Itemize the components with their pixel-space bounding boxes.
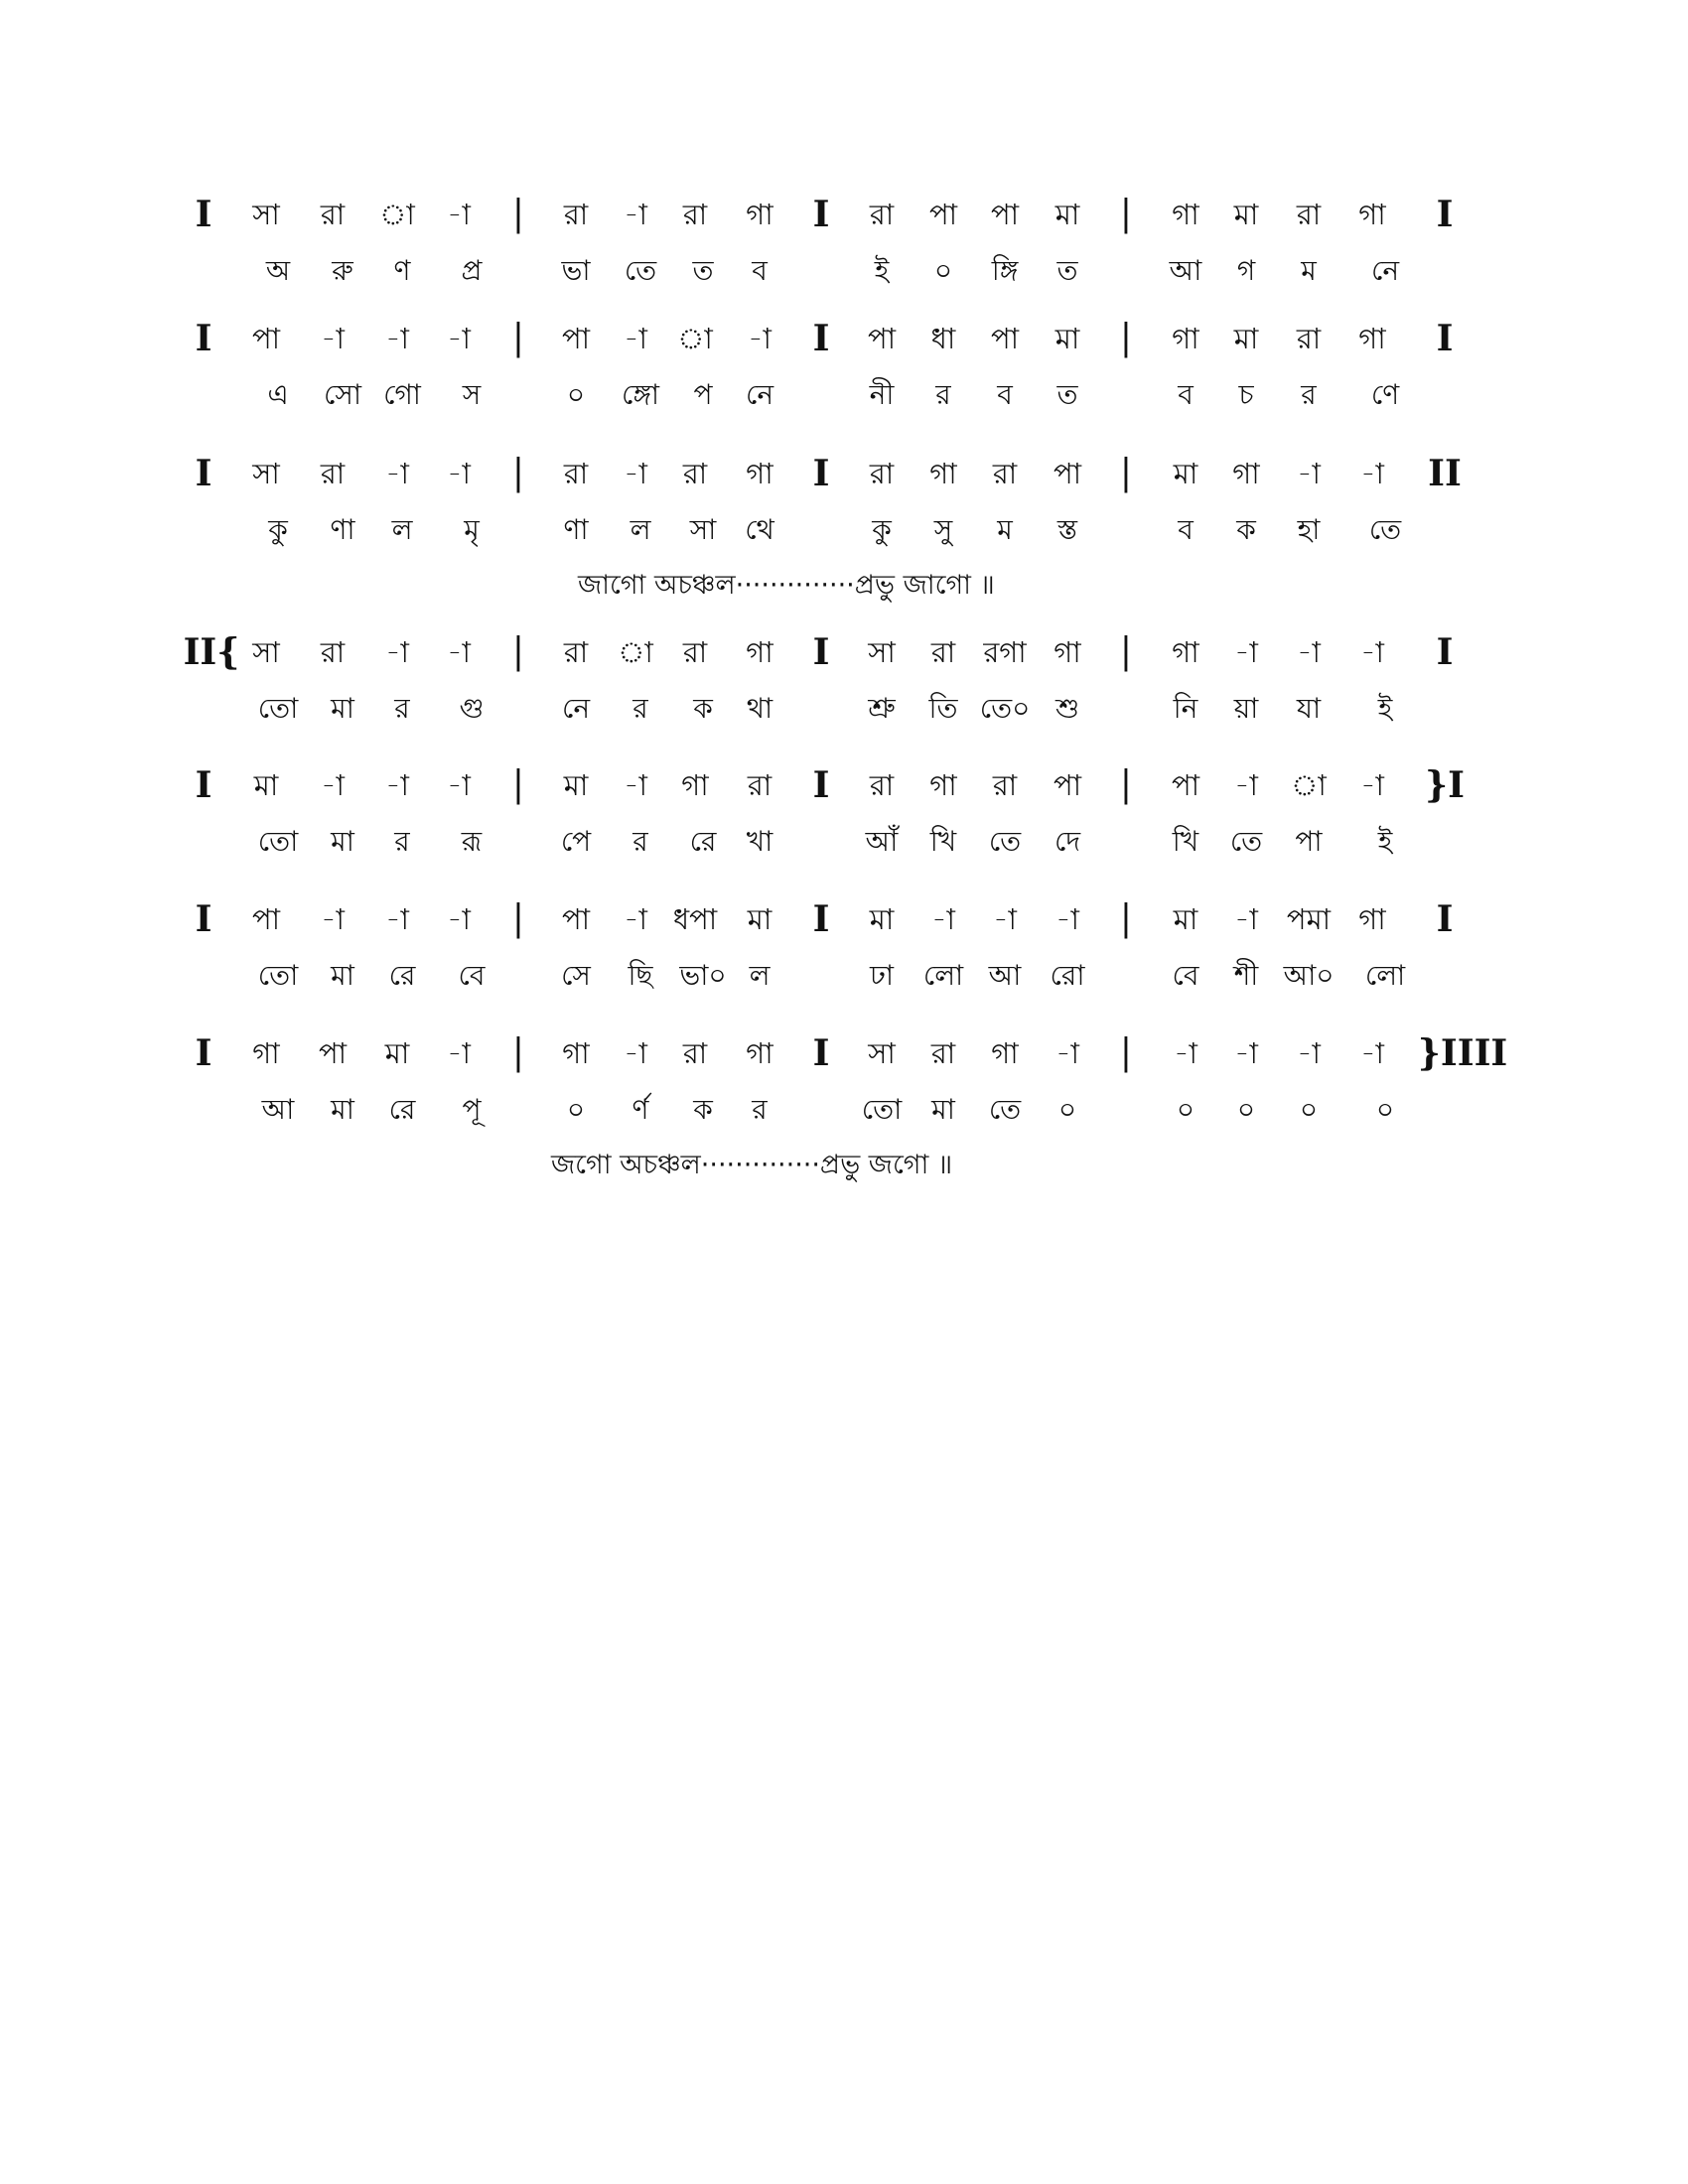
lyric-syllable: ণা — [563, 513, 589, 546]
swara-note: গা — [681, 768, 709, 802]
lyric-syllable: তে — [624, 254, 657, 287]
swara-note: পা — [318, 1036, 348, 1070]
lyric-syllable: তো — [257, 825, 299, 858]
lyric-syllable: ত — [692, 254, 714, 287]
lyric-syllable: স — [462, 378, 482, 411]
swara-note: রগা — [983, 635, 1027, 669]
barline: I — [1436, 898, 1454, 940]
swara-note: গা — [1358, 322, 1386, 355]
barline: | — [1119, 764, 1133, 805]
lyric-syllable: ল — [630, 513, 651, 546]
lyric-syllable: র — [1301, 378, 1317, 411]
lyric-syllable: ভা — [561, 254, 591, 287]
lyric-syllable: ০ — [1236, 1093, 1256, 1126]
swara-note: রা — [1296, 198, 1322, 231]
lyric-syllable: ব — [1178, 378, 1194, 411]
lyric-syllable: থা — [746, 692, 774, 725]
lyric-syllable: দে — [1054, 825, 1081, 858]
lyric-syllable: সো — [324, 378, 361, 411]
swara-note: রা — [992, 457, 1018, 490]
lyric-syllable: রূ — [461, 825, 483, 858]
swara-note: -া — [447, 457, 471, 490]
lyric-syllable: ০ — [1176, 1093, 1196, 1126]
lyric-syllable: ণ — [393, 254, 411, 287]
lyric-syllable: ক — [1236, 513, 1256, 546]
swara-note: রা — [320, 198, 346, 231]
barline: I — [812, 194, 830, 235]
swara-note: -া — [321, 322, 345, 355]
lyric-syllable: তে — [1368, 513, 1402, 546]
notation-line — [194, 451, 1484, 500]
lyric-syllable: ক — [693, 692, 713, 725]
lyric-syllable: আঁ — [865, 825, 899, 858]
lyric-syllable: গো — [383, 378, 421, 411]
refrain-line — [0, 1144, 1688, 1187]
barline: | — [511, 194, 525, 234]
lyric-syllable: র — [394, 692, 410, 725]
swara-note: রা — [869, 457, 895, 490]
swara-note: মা — [1055, 322, 1080, 355]
lyric-syllable: বে — [458, 959, 486, 992]
swara-note: রা — [992, 768, 1018, 802]
refrain-line — [0, 564, 1688, 608]
lyric-syllable: মা — [331, 825, 354, 858]
lyric-syllable: পূ — [462, 1093, 482, 1126]
swara-note: গা — [1358, 198, 1386, 231]
swara-note: পা — [1053, 457, 1082, 490]
swara-note: সা — [868, 1036, 896, 1070]
swara-note: -া — [1297, 457, 1321, 490]
lyric-syllable: ল — [749, 959, 771, 992]
swara-note: মা — [384, 1036, 410, 1070]
lyric-syllable: ০ — [933, 254, 953, 287]
lyric-syllable: রে — [388, 1093, 416, 1126]
lyric-syllable: তে — [1229, 825, 1263, 858]
swara-note: -া — [1234, 1036, 1258, 1070]
swara-note: পা — [561, 902, 591, 936]
swara-note: -া — [447, 198, 471, 231]
lyric-syllable: র — [633, 825, 648, 858]
swara-note: গা — [1358, 902, 1386, 936]
swara-note: -া — [1360, 635, 1384, 669]
lyric-syllable: ঙ্গো — [621, 378, 660, 411]
swara-note: -া — [385, 635, 409, 669]
lyric-syllable: ০ — [1057, 1093, 1077, 1126]
lyric-syllable: শু — [1055, 692, 1080, 725]
lyric-syllable: নে — [561, 692, 591, 725]
lyric-syllable: ক — [693, 1093, 713, 1126]
lyric-syllable: কু — [268, 513, 288, 546]
swara-note: -া — [931, 902, 955, 936]
barline: }I — [1425, 764, 1465, 806]
swara-note: মা — [1055, 198, 1080, 231]
swara-note: রা — [320, 635, 346, 669]
lyric-syllable: ব — [752, 254, 768, 287]
refrain-text: জগো অচঞ্চল··············প্রভু জগো ॥ — [551, 1150, 953, 1180]
lyric-syllable: সে — [561, 959, 591, 992]
lyric-syllable: ণে — [1370, 378, 1400, 411]
lyric-syllable: যা — [1296, 692, 1322, 725]
barline: II{ — [183, 631, 240, 673]
lyric-syllable: ই — [874, 254, 890, 287]
swara-note: -া — [1297, 635, 1321, 669]
lyric-syllable: নি — [1173, 692, 1198, 725]
refrain-text: জাগো অচঞ্চল··············প্রভু জাগো ॥ — [578, 570, 995, 601]
swara-note: পা — [1171, 768, 1200, 802]
swara-note: মা — [1233, 322, 1259, 355]
lyric-syllable: থে — [745, 513, 774, 546]
lyric-syllable: গ — [1236, 254, 1256, 287]
barline: | — [511, 318, 525, 358]
lyric-syllable: খি — [929, 825, 957, 858]
lyric-syllable: রো — [1050, 959, 1085, 992]
lyric-syllable: তে০ — [979, 692, 1031, 725]
swara-note: -া — [447, 635, 471, 669]
swara-note: -া — [1360, 1036, 1384, 1070]
swara-note: রা — [747, 768, 773, 802]
lyric-syllable: তে — [988, 1093, 1022, 1126]
lyric-syllable: মৃ — [464, 513, 480, 546]
barline: | — [511, 764, 525, 805]
swara-note: রা — [563, 457, 589, 490]
swara-note: সা — [868, 635, 896, 669]
lyric-syllable: য়া — [1233, 692, 1259, 725]
lyric-syllable: ই — [1377, 825, 1393, 858]
barline: I — [195, 898, 212, 940]
swara-note: রা — [869, 198, 895, 231]
swara-note: -া — [624, 198, 647, 231]
swara-note: রা — [682, 635, 708, 669]
barline: I — [1436, 318, 1454, 359]
lyric-syllable: খা — [746, 825, 774, 858]
lyric-syllable: সা — [689, 513, 717, 546]
swara-note: -া — [385, 902, 409, 936]
lyric-syllable: খি — [1172, 825, 1199, 858]
lyric-syllable: মা — [331, 1093, 354, 1126]
lyric-syllable: ভা০ — [679, 959, 727, 992]
swara-note: পমা — [1286, 902, 1332, 936]
lyric-syllable: ই — [1377, 692, 1393, 725]
swara-note: পা — [251, 902, 281, 936]
barline: | — [1119, 898, 1133, 939]
barline: | — [511, 631, 525, 672]
lyric-syllable: ব — [997, 378, 1013, 411]
swara-note: রা — [930, 1036, 956, 1070]
barline: I — [195, 1032, 212, 1074]
barline: II — [1428, 453, 1462, 494]
swara-note: -া — [993, 902, 1017, 936]
swara-note: গা — [929, 457, 957, 490]
lyric-syllable: প্র — [461, 254, 483, 287]
swara-note: রা — [869, 768, 895, 802]
swara-note: -া — [624, 322, 647, 355]
swara-note: গা — [1232, 457, 1260, 490]
lyric-syllable: আ — [988, 959, 1022, 992]
swara-note: গা — [746, 1036, 774, 1070]
lyric-syllable: রে — [689, 825, 717, 858]
lyric-syllable: এ — [267, 378, 289, 411]
swara-note: -া — [1055, 902, 1079, 936]
swara-note: -া — [385, 322, 409, 355]
swara-note: গা — [746, 635, 774, 669]
lyric-syllable: নে — [1370, 254, 1400, 287]
swara-note: -া — [321, 768, 345, 802]
lyric-syllable: কু — [872, 513, 892, 546]
lyric-syllable: আ — [1169, 254, 1202, 287]
lyric-syllable: ০ — [566, 1093, 586, 1126]
notation-line — [194, 762, 1484, 812]
lyric-syllable: তো — [257, 692, 299, 725]
swara-note: া — [379, 198, 415, 231]
barline: I — [812, 898, 830, 940]
lyric-syllable: মা — [931, 1093, 955, 1126]
lyric-syllable: র — [394, 825, 410, 858]
lyric-line — [194, 248, 1484, 298]
swara-note: -া — [321, 902, 345, 936]
swara-note: সা — [252, 457, 280, 490]
swara-note: -া — [1055, 1036, 1079, 1070]
swara-note: -া — [1360, 768, 1384, 802]
lyric-syllable: হা — [1297, 513, 1321, 546]
lyric-line — [194, 686, 1484, 736]
barline: | — [1119, 631, 1133, 672]
swara-note: সা — [252, 198, 280, 231]
barline: I — [195, 318, 212, 359]
lyric-syllable: তি — [928, 692, 958, 725]
swara-note: -া — [1234, 768, 1258, 802]
lyric-syllable: ০ — [1299, 1093, 1319, 1126]
swara-note: গা — [252, 1036, 280, 1070]
lyric-syllable: র — [935, 378, 951, 411]
swara-note: গা — [1172, 322, 1199, 355]
lyric-syllable: ঢা — [870, 959, 894, 992]
swara-note: -া — [624, 902, 647, 936]
lyric-syllable: লো — [922, 959, 964, 992]
swara-note: রা — [682, 1036, 708, 1070]
barline: | — [1119, 453, 1133, 493]
swara-note: রা — [563, 198, 589, 231]
notation-line — [183, 629, 1484, 679]
lyric-syllable: ০ — [566, 378, 586, 411]
lyric-syllable: অ — [265, 254, 291, 287]
lyric-syllable: ০ — [1375, 1093, 1395, 1126]
lyric-syllable: গু — [459, 692, 485, 725]
lyric-syllable: নী — [869, 378, 895, 411]
swara-note: মা — [1173, 457, 1198, 490]
swara-note: মা — [253, 768, 279, 802]
lyric-syllable: আ — [261, 1093, 295, 1126]
notation-line — [194, 192, 1484, 241]
swara-note: া — [618, 635, 653, 669]
barline: | — [511, 1032, 525, 1073]
lyric-syllable: ঙ্গি — [991, 254, 1019, 287]
swara-note: -া — [447, 768, 471, 802]
swara-note: রা — [682, 457, 708, 490]
swara-note: মা — [563, 768, 589, 802]
barline: | — [511, 453, 525, 493]
lyric-syllable: প — [693, 378, 713, 411]
lyric-line — [194, 507, 1484, 557]
barline: I — [195, 764, 212, 806]
swara-note: -া — [624, 768, 647, 802]
lyric-syllable: মা — [331, 692, 354, 725]
lyric-syllable: পে — [560, 825, 592, 858]
swara-note: পা — [561, 322, 591, 355]
lyric-syllable: মা — [331, 959, 354, 992]
lyric-syllable: শী — [1233, 959, 1259, 992]
barline: | — [1119, 318, 1133, 358]
barline: }IIII — [1417, 1032, 1508, 1074]
swara-note: পা — [251, 322, 281, 355]
lyric-line — [194, 372, 1484, 422]
lyric-syllable: বে — [1172, 959, 1199, 992]
swara-note: -া — [1360, 457, 1384, 490]
lyric-syllable: ণা — [330, 513, 355, 546]
swara-note: মা — [1173, 902, 1198, 936]
barline: | — [511, 898, 525, 939]
notation-line — [194, 316, 1484, 365]
lyric-syllable: ম — [997, 513, 1013, 546]
lyric-syllable: চ — [1238, 378, 1254, 411]
swara-note: রা — [930, 635, 956, 669]
lyric-syllable: ম — [1301, 254, 1317, 287]
lyric-syllable: পা — [1295, 825, 1323, 858]
swara-note: -া — [1297, 1036, 1321, 1070]
swara-note: -া — [1234, 635, 1258, 669]
lyric-line — [194, 1087, 1484, 1137]
lyric-line — [194, 819, 1484, 869]
swara-note: -া — [1174, 1036, 1197, 1070]
swara-note: পা — [990, 322, 1020, 355]
swara-note: -া — [624, 457, 647, 490]
swara-note: রা — [682, 198, 708, 231]
lyric-syllable: আ০ — [1283, 959, 1335, 992]
swara-note: গা — [1054, 635, 1081, 669]
notation-line — [194, 896, 1484, 946]
swara-note: গা — [1172, 198, 1199, 231]
lyric-syllable: রু — [332, 254, 353, 287]
lyric-syllable: সু — [933, 513, 953, 546]
swara-note: গা — [562, 1036, 590, 1070]
swara-note: গা — [991, 1036, 1019, 1070]
swara-note: -া — [385, 457, 409, 490]
barline: I — [812, 453, 830, 494]
lyric-syllable: লো — [1364, 959, 1406, 992]
swara-note: -া — [1234, 902, 1258, 936]
lyric-syllable: ত — [1056, 378, 1078, 411]
lyric-syllable: তে — [988, 825, 1022, 858]
swara-note: গা — [746, 457, 774, 490]
swara-note: মা — [869, 902, 895, 936]
lyric-syllable: তো — [861, 1093, 903, 1126]
swara-note: -া — [447, 322, 471, 355]
swara-note: সা — [252, 635, 280, 669]
swara-note: া — [1291, 768, 1327, 802]
swara-note: -া — [447, 902, 471, 936]
lyric-syllable: স্ত — [1056, 513, 1078, 546]
swara-note: পা — [928, 198, 958, 231]
barline: I — [812, 764, 830, 806]
lyric-syllable: র — [633, 692, 648, 725]
barline: I — [1436, 631, 1454, 673]
swara-note: গা — [1172, 635, 1199, 669]
notation-line — [194, 1030, 1508, 1080]
lyric-syllable: ত — [1056, 254, 1078, 287]
swara-note: পা — [1053, 768, 1082, 802]
barline: I — [812, 1032, 830, 1074]
swara-note: পা — [867, 322, 897, 355]
swara-note: গা — [929, 768, 957, 802]
barline: I — [195, 453, 212, 494]
swara-note: ধপা — [672, 902, 718, 936]
lyric-syllable: ছি — [628, 959, 653, 992]
barline: | — [1119, 194, 1133, 234]
swara-note: -া — [385, 768, 409, 802]
lyric-syllable: নে — [745, 378, 774, 411]
lyric-syllable: র — [752, 1093, 768, 1126]
swara-note: মা — [1233, 198, 1259, 231]
swara-note: রা — [320, 457, 346, 490]
lyric-syllable: র্ণ — [632, 1093, 649, 1126]
swara-note: -া — [447, 1036, 471, 1070]
barline: I — [1436, 194, 1454, 235]
swara-note: মা — [747, 902, 773, 936]
lyric-syllable: ল — [391, 513, 413, 546]
lyric-syllable: শ্রু — [868, 692, 896, 725]
lyric-line — [194, 953, 1484, 1003]
swara-note: ধা — [930, 322, 956, 355]
barline: I — [812, 318, 830, 359]
swara-note: া — [677, 322, 713, 355]
swara-note: -া — [748, 322, 772, 355]
swara-note: রা — [1296, 322, 1322, 355]
lyric-syllable: ব — [1178, 513, 1194, 546]
barline: | — [1119, 1032, 1133, 1073]
barline: I — [812, 631, 830, 673]
swara-note: -া — [624, 1036, 647, 1070]
barline: I — [195, 194, 212, 235]
swara-note: রা — [563, 635, 589, 669]
swara-note: গা — [746, 198, 774, 231]
swara-note: পা — [990, 198, 1020, 231]
lyric-syllable: তো — [257, 959, 299, 992]
lyric-syllable: রে — [388, 959, 416, 992]
